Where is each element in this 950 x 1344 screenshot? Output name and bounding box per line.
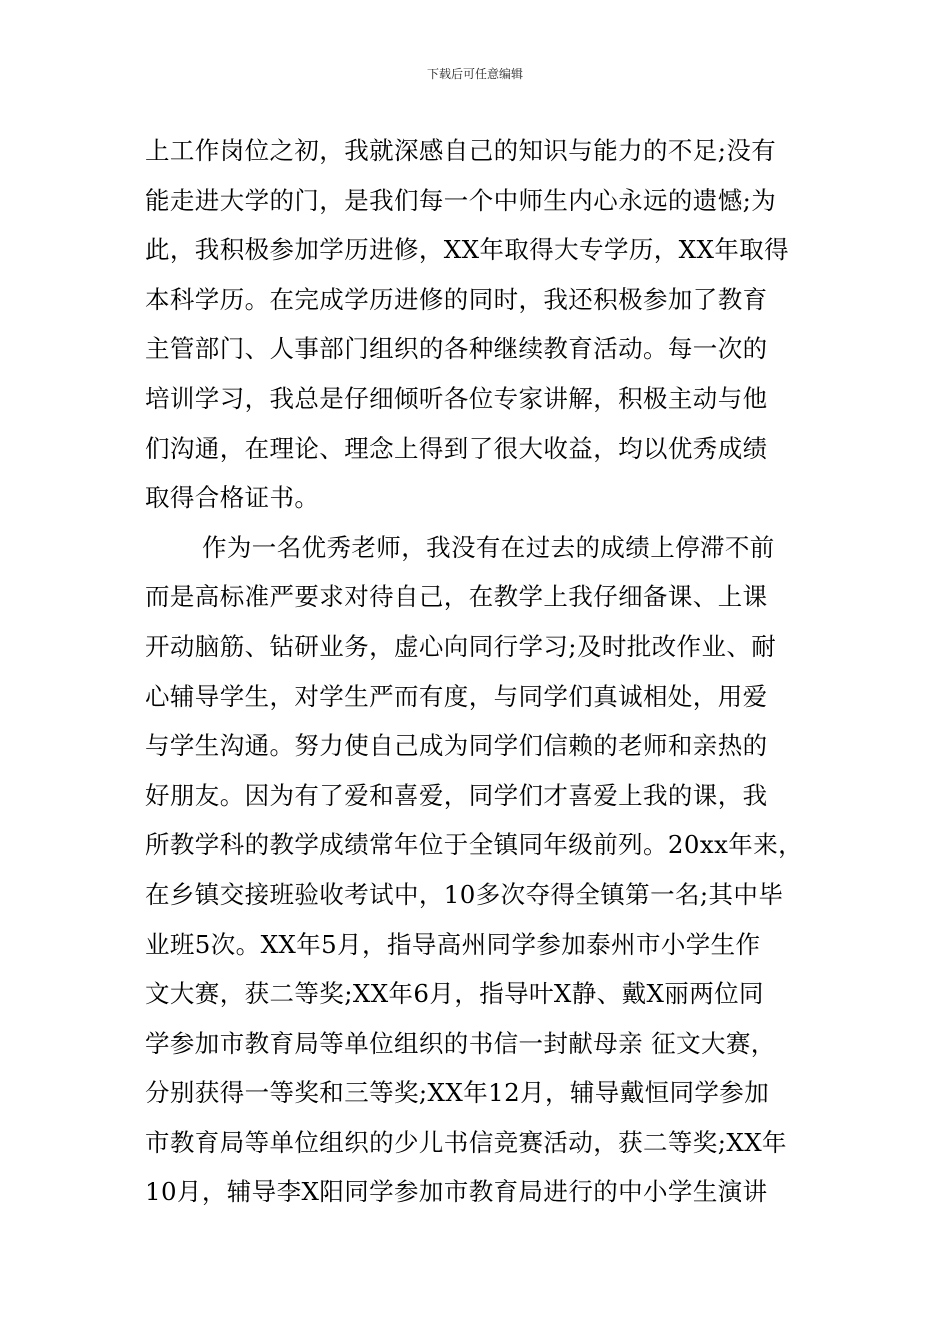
document-body bbox=[145, 126, 825, 1217]
text-line: 分别获得一等奖和三等奖;XX年12月，辅导戴恒同学参加 bbox=[145, 1078, 770, 1108]
text-line: 心辅导学生，对学生严而有度，与同学们真诚相处，用爱 bbox=[145, 681, 768, 711]
text-line: 培训学习，我总是仔细倾听各位专家讲解，积极主动与他 bbox=[145, 383, 768, 413]
text-line: 取得合格证书。 bbox=[145, 483, 320, 513]
text-line: 与学生沟通。努力使自己成为同学们信赖的老师和亲热的 bbox=[145, 731, 768, 761]
text-line: 学参加市教育局等单位组织的书信一封献母亲 征文大赛， bbox=[145, 1028, 776, 1058]
text-line: 此，我积极参加学历进修，XX年取得大专学历，XX年取得 bbox=[145, 235, 790, 265]
text-line: 开动脑筋、钻研业务，虚心向同行学习;及时批改作业、耐 bbox=[145, 631, 777, 661]
text-line: 10月，辅导李X阳同学参加市教育局进行的中小学生演讲 bbox=[145, 1177, 768, 1207]
page-header: 下载后可任意编辑 bbox=[426, 67, 523, 81]
text-line: 主管部门、人事部门组织的各种继续教育活动。每一次的 bbox=[145, 334, 768, 364]
text-line: 文大赛，获二等奖;XX年6月，指导叶X静、戴X丽两位同 bbox=[145, 979, 764, 1009]
text-line: 上工作岗位之初，我就深感自己的知识与能力的不足;没有 bbox=[145, 136, 777, 165]
text-line: 市教育局等单位组织的少儿书信竞赛活动，获二等奖;XX年 bbox=[145, 1127, 787, 1157]
text-line: 而是高标准严要求对待自己，在教学上我仔细备课、上课 bbox=[145, 582, 768, 612]
text-line: 本科学历。在完成学历进修的同时，我还积极参加了教育 bbox=[145, 284, 768, 314]
text-line: 所教学科的教学成绩常年位于全镇同年级前列。20xx年来， bbox=[145, 830, 804, 860]
text-line: 们沟通，在理论、理念上得到了很大收益，均以优秀成绩 bbox=[145, 433, 768, 463]
text-line: 能走进大学的门，是我们每一个中师生内心永远的遗憾;为 bbox=[145, 185, 777, 215]
text-line: 好朋友。因为有了爱和喜爱，同学们才喜爱上我的课，我 bbox=[145, 780, 768, 810]
paragraph-first-line: 作为一名优秀老师，我没有在过去的成绩上停滞不前 bbox=[202, 532, 775, 562]
text-line: 业班5次。XX年5月，指导高州同学参加泰州市小学生作 bbox=[145, 929, 761, 959]
text-line: 在乡镇交接班验收考试中，10多次夺得全镇第一名;其中毕 bbox=[145, 879, 784, 909]
